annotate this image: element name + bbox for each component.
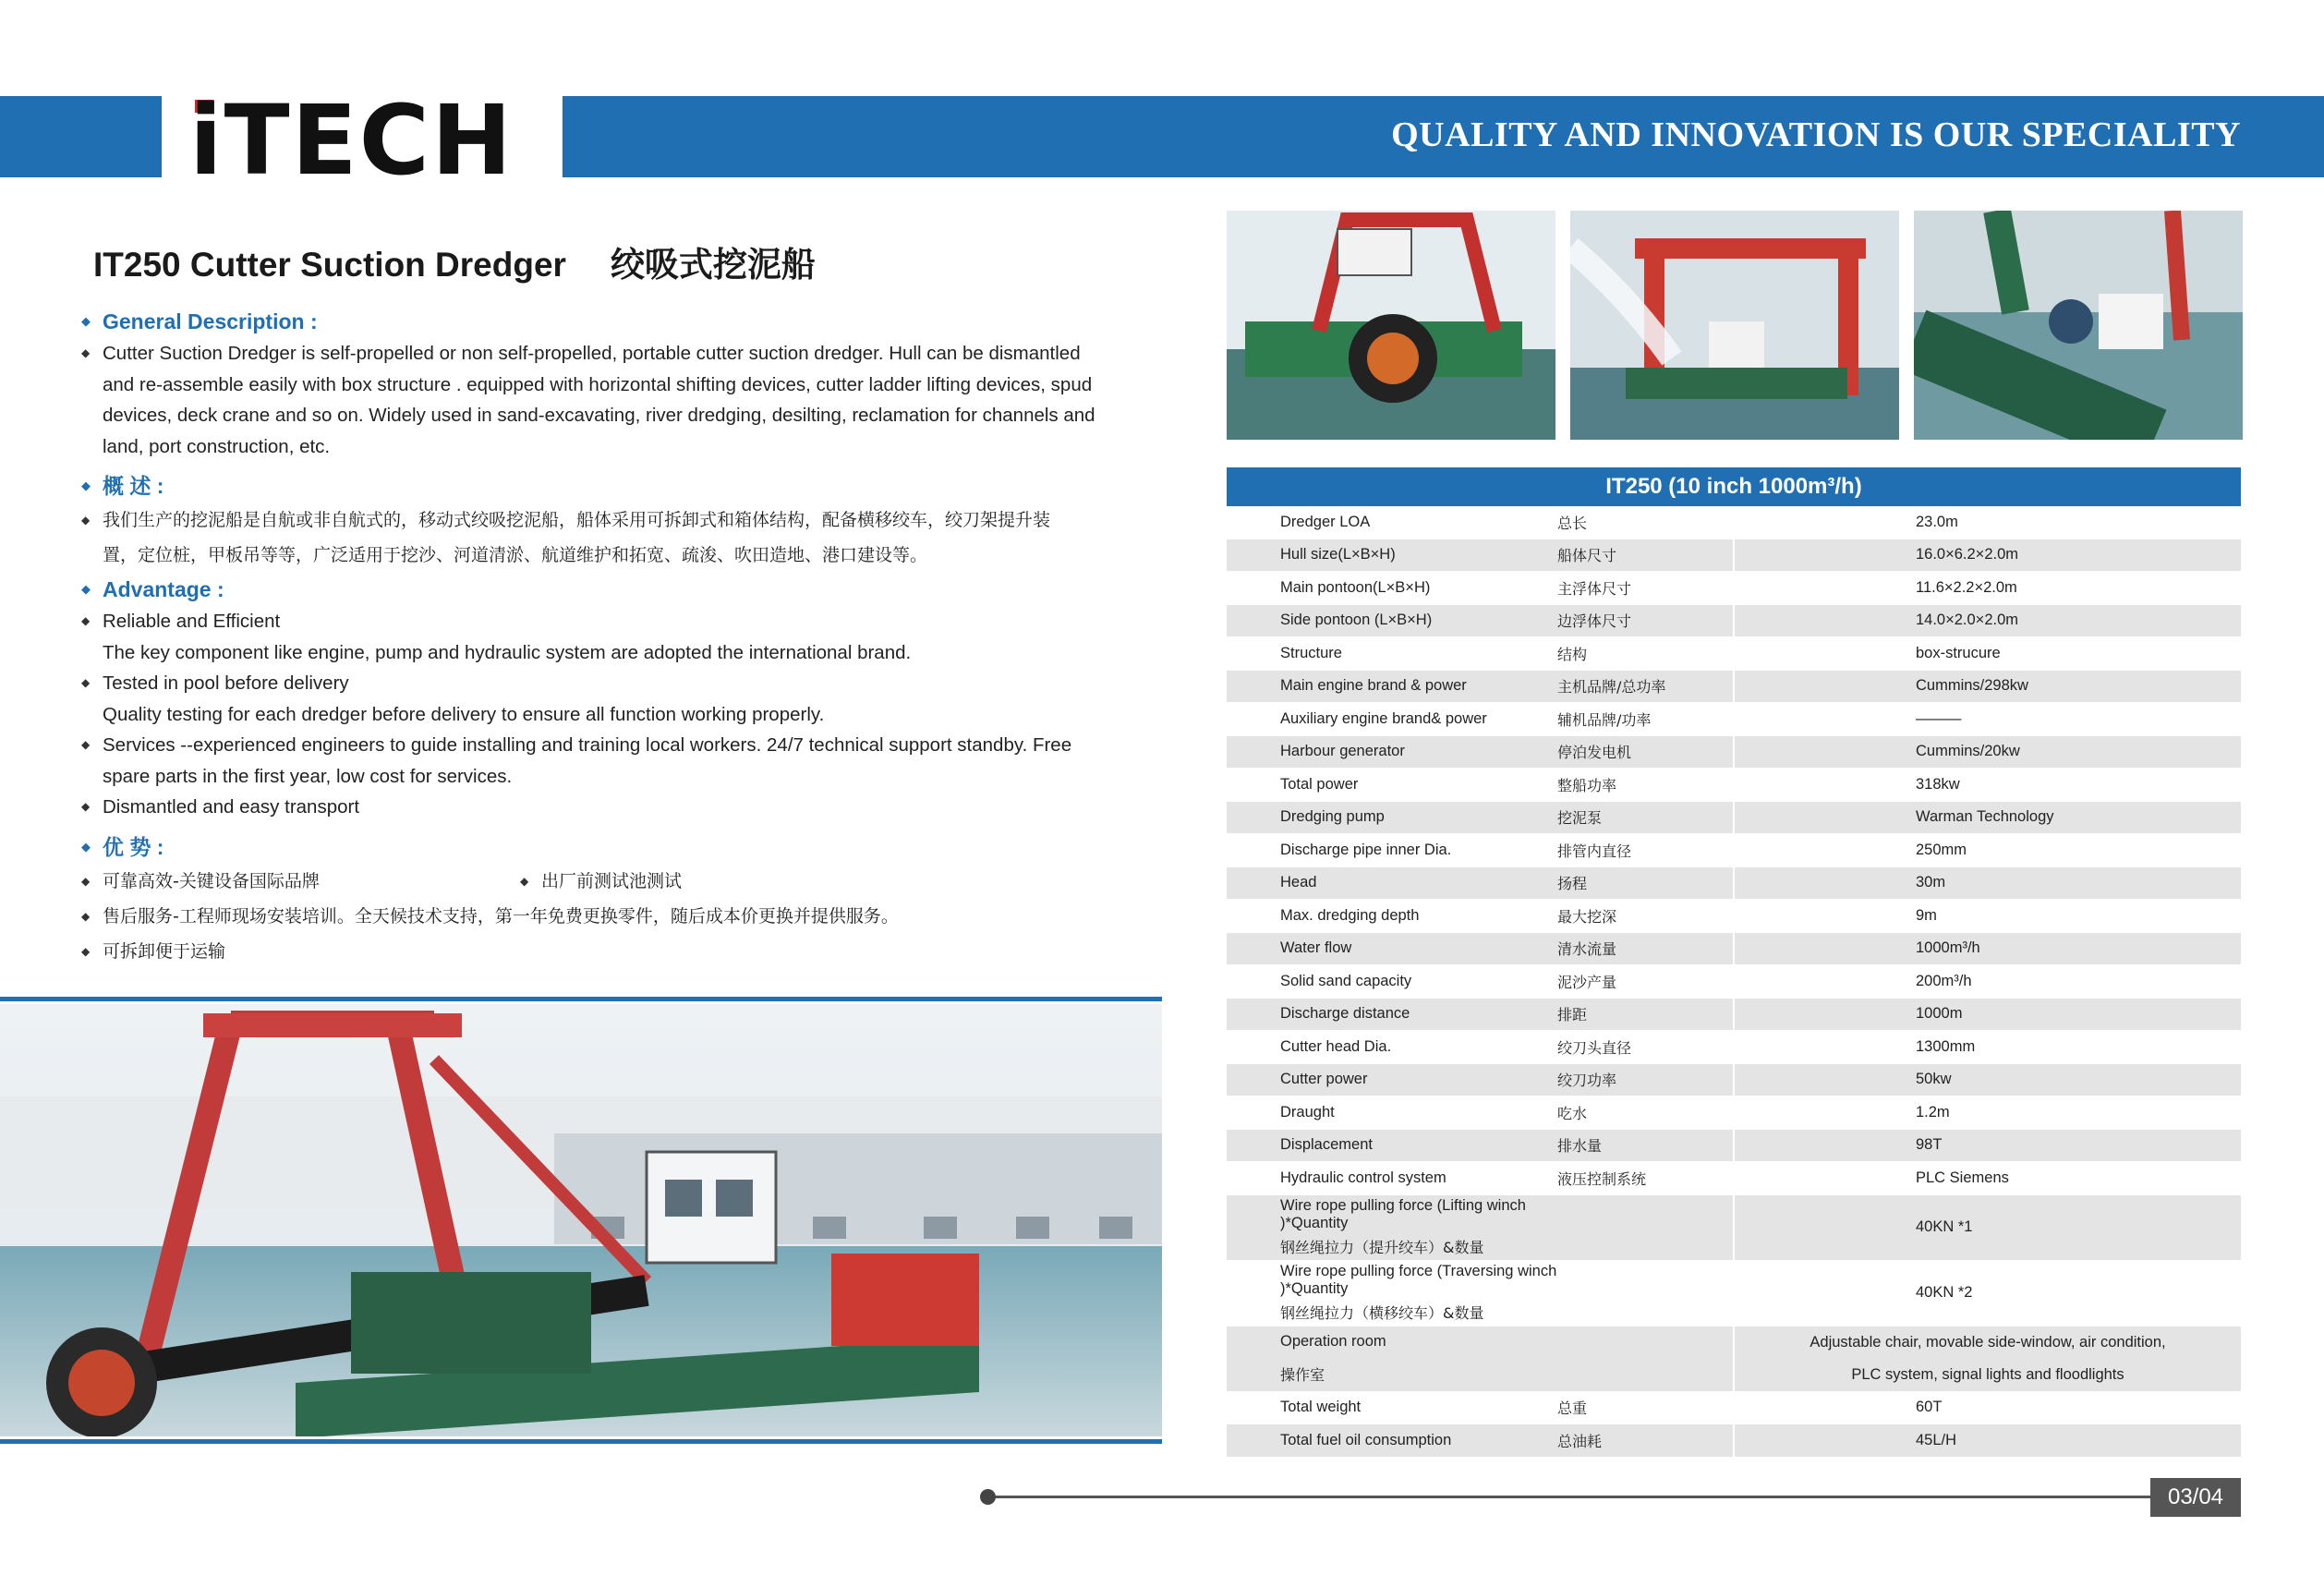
advantage-item-title: ◆ Services --experienced engineers to guide installing and training local workers. 24/7 technical support standby. Free [103, 734, 1072, 756]
spec-value: Cummins/20kw [1916, 743, 2020, 760]
spec-label: Discharge distance [1280, 1005, 1410, 1023]
spec-label-cn: 主浮体尺寸 [1557, 572, 1735, 604]
spec-label: Draught [1280, 1103, 1335, 1121]
spec-row [1227, 637, 2241, 671]
spec-row [1227, 965, 2241, 999]
spec-label: Displacement [1280, 1136, 1373, 1154]
spec-label-cn: 挖泥泵 [1557, 802, 1735, 834]
spec-label-cn: 泥沙产量 [1557, 965, 1735, 998]
header-bar-left [0, 96, 162, 177]
spec-row [1227, 703, 2241, 736]
spec-label: Structure [1280, 644, 1342, 661]
spec-label-cn: 吃水 [1557, 1096, 1735, 1129]
spec-label: Main pontoon(L×B×H) [1280, 578, 1431, 596]
advantage-cn-heading: ◆ 优 势 : [81, 830, 1107, 864]
spec-row-winch-traverse [1227, 1261, 2241, 1327]
spec-label: Total weight [1280, 1399, 1362, 1416]
spec-value: 30m [1916, 874, 1946, 891]
spec-label: Wire rope pulling force (Traversing winch )*Quantity [1280, 1262, 1557, 1297]
spec-value: PLC Siemens [1916, 1169, 2009, 1186]
spec-table-header: IT250 (10 inch 1000m³/h) [1227, 467, 2241, 506]
spec-label: Solid sand capacity [1280, 972, 1412, 989]
general-line: land, port construction, etc. [103, 435, 331, 457]
spec-value: 14.0×2.0×2.0m [1916, 612, 2019, 629]
spec-label: Head [1280, 874, 1317, 891]
spec-row-operation-room [1227, 1327, 2241, 1392]
spec-value: 45L/H [1916, 1431, 1957, 1448]
footer-dot-icon [980, 1489, 996, 1505]
advantage-item-detail: Quality testing for each dredger before delivery to ensure all function working properly. [103, 703, 825, 725]
spec-value: 200m³/h [1916, 972, 1972, 989]
spec-value: 250mm [1916, 841, 1967, 858]
spec-label: Wire rope pulling force (Lifting winch )*Quantity [1280, 1196, 1526, 1231]
spec-label: Total power [1280, 775, 1359, 793]
header-slogan: QUALITY AND INNOVATION IS OUR SPECIALITY [1391, 115, 2241, 154]
spec-label-cn: 边浮体尺寸 [1557, 605, 1735, 637]
spec-row [1227, 1162, 2241, 1195]
spec-value: Warman Technology [1916, 808, 2054, 826]
spec-label: Total fuel oil consumption [1280, 1431, 1452, 1448]
spec-label: Operation room [1280, 1332, 1386, 1350]
spec-row [1227, 933, 2241, 966]
spec-value: PLC system, signal lights and floodlights [1851, 1365, 2124, 1383]
spec-row [1227, 539, 2241, 573]
spec-value: Cummins/298kw [1916, 677, 2028, 695]
spec-row [1227, 506, 2241, 539]
spec-value: 16.0×6.2×2.0m [1916, 546, 2019, 563]
spec-row [1227, 1424, 2241, 1458]
spec-label-cn: 辅机品牌/功率 [1557, 703, 1735, 735]
spec-row [1227, 1392, 2241, 1425]
spec-value: 1000m [1916, 1005, 1963, 1023]
title-english: IT250 Cutter Suction Dredger [93, 246, 566, 284]
spec-label: Hydraulic control system [1280, 1169, 1446, 1186]
spec-value: 9m [1916, 906, 1937, 924]
spec-label-cn: 总长 [1557, 506, 1735, 539]
footer-line [986, 1496, 2150, 1498]
spec-label: Cutter head Dia. [1280, 1037, 1392, 1055]
spec-row [1227, 671, 2241, 704]
spec-label-cn: 排管内直径 [1557, 834, 1735, 866]
advantage-item [81, 730, 1107, 792]
spec-value: Adjustable chair, movable side-window, air condition, [1810, 1333, 2166, 1351]
overview-cn-line: 置，定位桩，甲板吊等等，广泛适用于挖沙、河道清淤、航道维护和拓宽、疏浚、吹田造地、港口建设等。 [103, 545, 928, 565]
general-line: and re-assemble easily with box structure . equipped with horizontal shifting devices, cutter ladder lifting devices, spud [103, 373, 1093, 395]
spec-label-cn: 停泊发电机 [1557, 736, 1735, 769]
spec-label: Side pontoon (L×B×H) [1280, 612, 1433, 629]
spec-value: 1300mm [1916, 1037, 1976, 1055]
spec-label-cn: 总重 [1557, 1392, 1735, 1424]
spec-label-cn: 主机品牌/总功率 [1557, 671, 1735, 703]
spec-label-cn: 钢丝绳拉力（提升绞车）&数量 [1280, 1239, 1484, 1257]
photo-border-top [0, 997, 1162, 1001]
general-line: ◆ Cutter Suction Dredger is self-propelled or non self-propelled, portable cutter suction dredger. Hull can be dismantled [103, 343, 1081, 364]
advantage-item-detail: spare parts in the first year, low cost for services. [103, 765, 513, 787]
spec-value: 60T [1916, 1399, 1943, 1416]
spec-label: Hull size(L×B×H) [1280, 546, 1396, 563]
advantage-cn-item: ◆ 出厂前测试池测试 [520, 864, 959, 899]
spec-value: 23.0m [1916, 513, 1958, 530]
advantage-item-detail: The key component like engine, pump and hydraulic system are adopted the international brand. [103, 641, 912, 663]
spec-label: Dredging pump [1280, 808, 1385, 826]
overview-cn-text [81, 503, 1107, 573]
spec-row [1227, 1130, 2241, 1163]
spec-label: Main engine brand & power [1280, 677, 1467, 695]
spec-value: ——— [1916, 709, 1962, 727]
spec-row [1227, 867, 2241, 901]
brand-logo: iTECH [189, 84, 514, 197]
dredger-photo-2 [1570, 211, 1899, 440]
spec-row [1227, 1096, 2241, 1130]
advantage-item-title: ◆ Reliable and Efficient [103, 611, 281, 632]
advantage-item-title: ◆ Dismantled and easy transport [103, 796, 360, 818]
spec-label-cn: 总油耗 [1557, 1424, 1735, 1457]
spec-row [1227, 900, 2241, 933]
spec-row [1227, 1064, 2241, 1097]
title-chinese: 绞吸式挖泥船 [610, 245, 816, 285]
spec-value: 1000m³/h [1916, 939, 1980, 957]
spec-label-cn: 船体尺寸 [1557, 539, 1735, 572]
page-title [93, 236, 816, 286]
advantage-heading: ◆ Advantage : [81, 573, 1107, 606]
spec-value: 98T [1916, 1136, 1943, 1154]
general-description-heading: ◆ General Description : [81, 305, 1107, 338]
spec-row [1227, 769, 2241, 802]
overview-cn-heading: ◆ 概 述 : [81, 469, 1107, 503]
spec-label: Water flow [1280, 939, 1352, 957]
advantage-item [81, 792, 1107, 823]
spec-row [1227, 834, 2241, 867]
spec-row [1227, 1031, 2241, 1064]
dredger-photo-1 [1227, 211, 1555, 440]
spec-row-winch-lift [1227, 1195, 2241, 1261]
general-description-text [81, 338, 1107, 462]
dredger-main-photo [0, 1004, 1162, 1436]
spec-label-cn: 绞刀功率 [1557, 1064, 1735, 1096]
overview-cn-line: ◆ 我们生产的挖泥船是自航或非自航式的，移动式绞吸挖泥船，船体采用可拆卸式和箱体结构，配备横移绞车，绞刀架提升装 [103, 510, 1051, 530]
spec-table [1227, 467, 2241, 1458]
spec-label-cn: 排距 [1557, 999, 1735, 1031]
advantage-item [81, 606, 1107, 668]
spec-value: 40KN *1 [1916, 1218, 1973, 1235]
description-column [81, 305, 1107, 969]
spec-label: Auxiliary engine brand& power [1280, 709, 1487, 727]
spec-label-cn: 排水量 [1557, 1130, 1735, 1162]
spec-value: 11.6×2.2×2.0m [1916, 578, 2017, 596]
page-number: 03/04 [2150, 1478, 2241, 1517]
spec-label: Discharge pipe inner Dia. [1280, 841, 1452, 858]
spec-value: 40KN *2 [1916, 1284, 1973, 1301]
spec-row [1227, 605, 2241, 638]
spec-label-cn: 结构 [1557, 637, 1735, 670]
spec-label-cn: 最大挖深 [1557, 900, 1735, 932]
advantage-cn-item: ◆ 可拆卸便于运输 [81, 934, 1107, 969]
dredger-photo-3 [1914, 211, 2243, 440]
spec-label: Cutter power [1280, 1071, 1368, 1088]
photo-border-bottom [0, 1439, 1162, 1444]
spec-label-cn: 清水流量 [1557, 933, 1735, 965]
spec-row [1227, 572, 2241, 605]
spec-label: Max. dredging depth [1280, 906, 1420, 924]
general-line: devices, deck crane and so on. Widely used in sand-excavating, river dredging, desilting, reclamation for channels and [103, 405, 1095, 426]
spec-row [1227, 736, 2241, 769]
spec-label-cn: 绞刀头直径 [1557, 1031, 1735, 1063]
advantage-cn-item: ◆ 售后服务-工程师现场安装培训。全天候技术支持，第一年免费更换零件，随后成本价更换并提供服务。 [81, 899, 1107, 934]
advantage-item-title: ◆ Tested in pool before delivery [103, 672, 349, 694]
spec-label-cn: 液压控制系统 [1557, 1162, 1735, 1194]
advantage-item [81, 668, 1107, 730]
spec-label: Harbour generator [1280, 743, 1405, 760]
spec-label-cn: 操作室 [1280, 1365, 1325, 1384]
spec-value: 50kw [1916, 1071, 1952, 1088]
spec-label: Dredger LOA [1280, 513, 1371, 530]
advantage-cn-item: ◆ 可靠高效-关键设备国际品牌 [81, 864, 520, 899]
spec-value: 318kw [1916, 775, 1960, 793]
spec-value: 1.2m [1916, 1103, 1950, 1121]
spec-label-cn: 扬程 [1557, 867, 1735, 900]
spec-label-cn: 钢丝绳拉力（横移绞车）&数量 [1280, 1304, 1484, 1323]
spec-label-cn: 整船功率 [1557, 769, 1735, 801]
spec-value: box-strucure [1916, 644, 2001, 661]
spec-row [1227, 802, 2241, 835]
spec-row [1227, 999, 2241, 1032]
